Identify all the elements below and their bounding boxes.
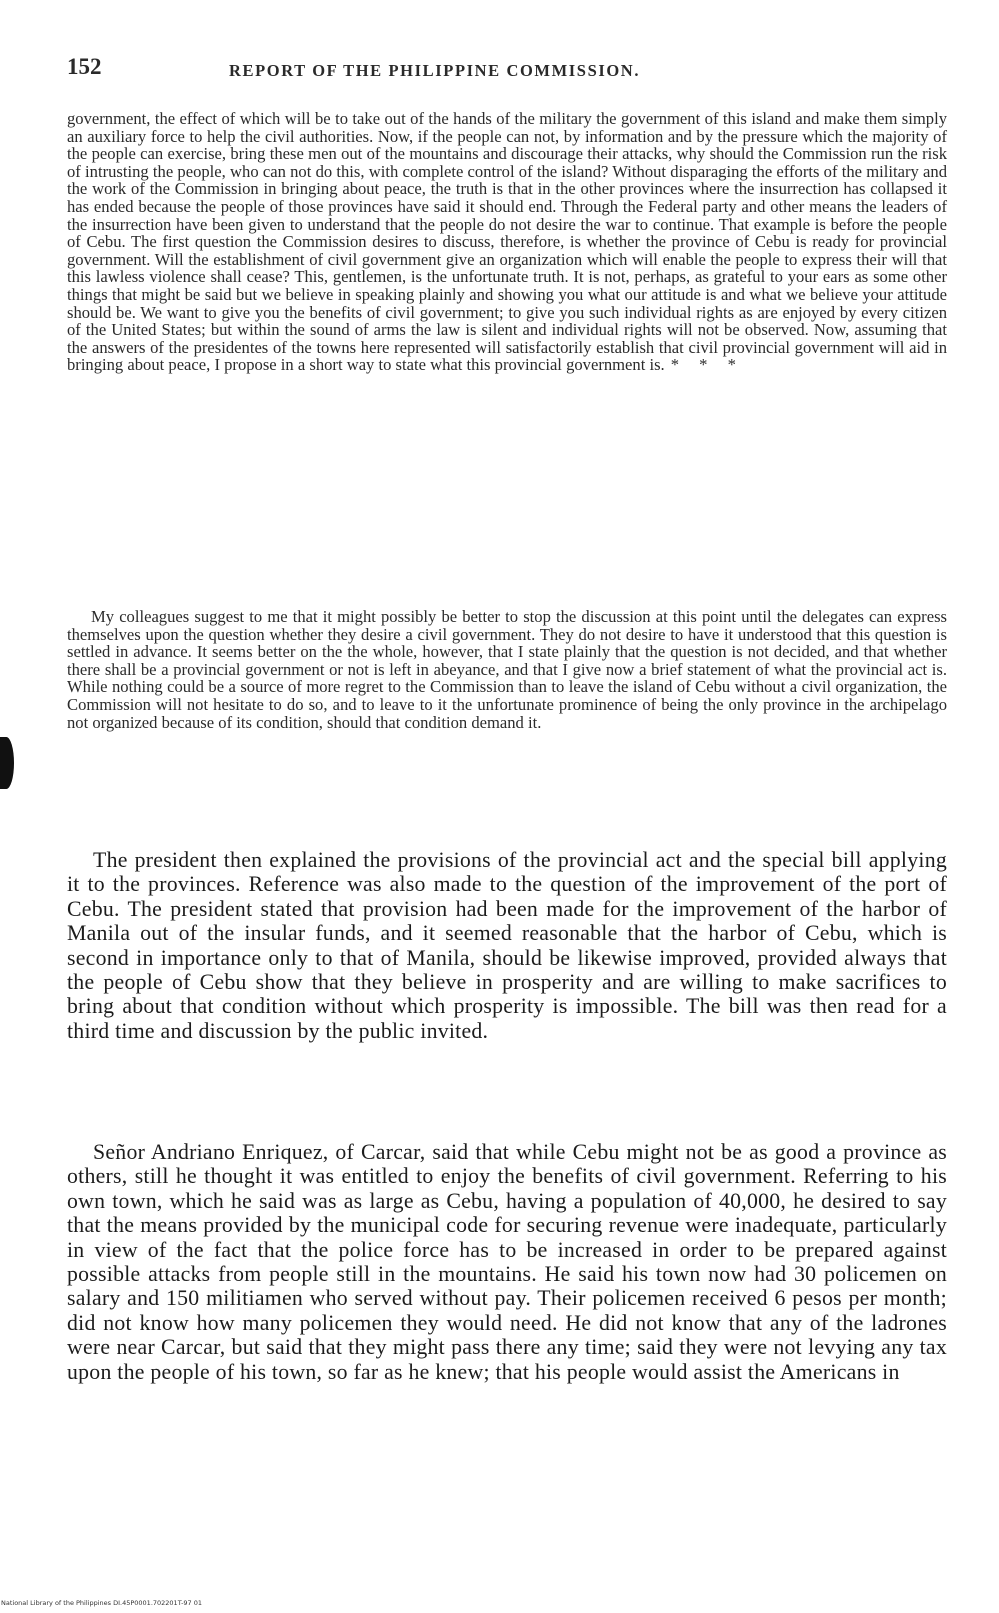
paragraph-2: My colleagues suggest to me that it might possibly be better to stop the discussion at this point until the delegates can express themselves upon the question whether they desire a civil government. They do not desire to have it understood that this question is settled in advance. It seems better on the the whole, however, that I state plainly that the question is not decided, and that whether there shall be a provincial government or not is left in abeyance, and that I give now a brief statement of what the provincial act is. While nothing could be a source of more regret to the Commission than to leave the island of Cebu without a civil organization, the Commission will not hesitate to do so, and to leave to it the unfortunate prominence of being the only province in the archipelago not organized because of its condition, should that condition demand it.: [67, 607, 947, 732]
paragraph-4: Señor Andriano Enriquez, of Carcar, said that while Cebu might not be as good a province as others, still he thought it was entitled to enjoy the benefits of civil government. Referring to his own town, which he said was as large as Cebu, having a population of 40,000, he desired to say that the means provided by the municipal code for securing revenue were inadequate, particularly in view of the fact that the police force has to be increased in order to be prepared against possible attacks from people still in the mountains. He said his town now had 30 policemen on salary and 150 militiamen who served without pay. Their policemen received 6 pesos per month; did not know how many policemen they would need. He did not know that any of the ladrones were near Carcar, but said that they might pass there any time; said they were not levying any tax upon the people of his town, so far as he knew; that his people would assist the Americans in: [67, 1140, 947, 1384]
page-header: [67, 54, 947, 90]
paragraph-1: [67, 110, 947, 374]
scan-margin-mark: [0, 737, 14, 789]
page-number: 152: [67, 54, 102, 79]
paragraph-3: The president then explained the provisions of the provincial act and the special bill applying it to the provinces. Reference was also made to the question of the improvement of the port of Cebu. The president stated that provision had been made for the improvement of the harbor of Manila out of the insular funds, and it seemed reasonable that the harbor of Cebu, which is second in importance only to that of Manila, should be likewise improved, provided always that the people of Cebu show that they believe in prosperity and are willing to make sacrifices to bring about that condition without which prosperity is impossible. The bill was then read for a third time and discussion by the public invited.: [67, 848, 947, 1043]
scan-footer-stamp: National Library of the Philippines DI.45P0001.702201T-97 01: [1, 1599, 203, 1607]
ellipsis-stars: * * *: [670, 355, 744, 375]
paragraph-1-text: government, the effect of which will be to take out of the hands of the military the government of this island and make them simply an auxiliary force to help the civil authorities. Now, if the people can not, by information and by the pressure which the majority of the people can exercise, bring these men out of the mountains and discourage their attacks, why should the Commission run the risk of intrusting the people, who can not do this, with complete control of the island? Without disparaging the efforts of the military and the work of the Commission in bringing about peace, the truth is that in the other provinces where the insurrection has collapsed it has ended because the people of those provinces have said it should end. Through the Federal party and other means the leaders of the insurrection have been given to understand that the people do not desire the war to continue. That example is before the people of Cebu. The first question the Commission desires to discuss, therefore, is whether the province of Cebu is ready for provincial government. Will the establishment of civil government give an organization which will enable the people to express their will that this lawless violence shall cease? This, gentlemen, is the unfortunate truth. It is not, perhaps, as grateful to your ears as some other things that might be said but we believe in speaking plainly and showing you what our attitude is and what we believe your attitude should be. We want to give you the benefits of civil government; to give you such individual rights as are enjoyed by every citizen of the United States; but within the sound of arms the law is silent and individual rights will not be observed. Now, assuming that the answers of the presidentes of the towns here represented will satisfactorily establish that civil provincial government will aid in bringing about peace, I propose in a short way to state what this provincial government is.: [67, 109, 947, 375]
running-head: REPORT OF THE PHILIPPINE COMMISSION.: [229, 61, 641, 80]
